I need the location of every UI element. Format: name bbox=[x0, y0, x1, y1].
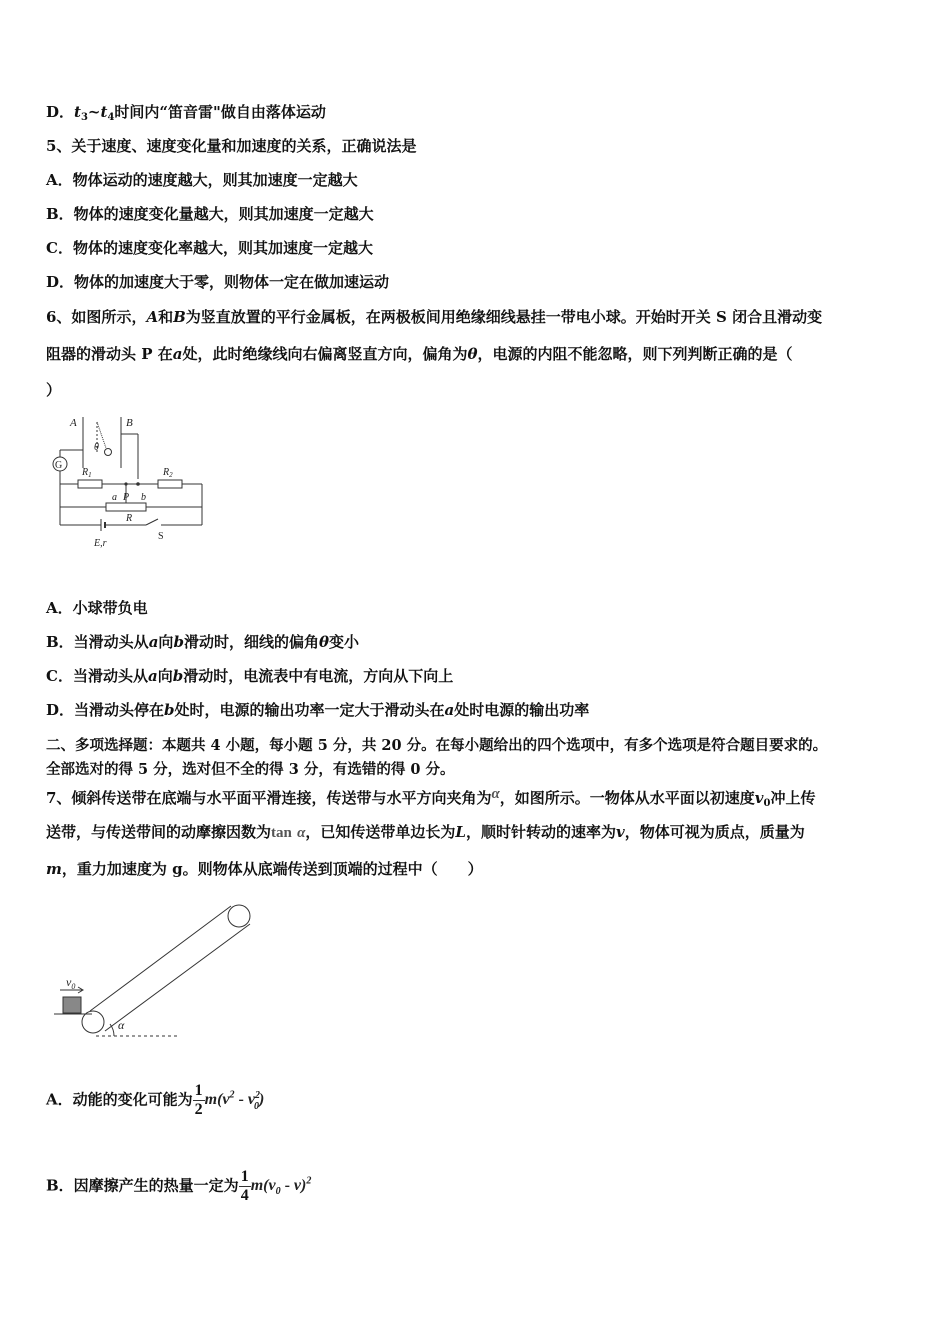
q4-option-d: D．$t_3\sim t_4$时间内“笛音雷"做自由落体运动 bbox=[46, 103, 326, 123]
q6-option-a: A．小球带负电 bbox=[46, 599, 148, 617]
q6-option-d: D．当滑动头停在b处时，电源的输出功率一定大于滑动头在a处时电源的输出功率 bbox=[46, 701, 590, 719]
q7-stem-line1: 7、倾斜传送带在底端与水平面平滑连接，传送带与水平方向夹角为α，如图所示。一物体从水平面以初速度$v_0$冲上传 bbox=[46, 786, 816, 809]
q7-stem-line3: m，重力加速度为 g。则物体从底端传送到顶端的过程中（ ） bbox=[46, 860, 483, 878]
fig-label-alpha: α bbox=[118, 1018, 125, 1032]
fig-label-b-slider: b bbox=[141, 492, 146, 503]
fig-label-a-plate: A bbox=[70, 417, 77, 429]
q7-stem-line2: 送带，与传送带间的动摩擦因数为tan α，已知传送带单边长为L，顺时针转动的速率为v，物体可视为质点，质量为 bbox=[46, 823, 805, 841]
q5-stem: 5、关于速度、速度变化量和加速度的关系，正确说法是 bbox=[46, 137, 417, 155]
fig-label-b-plate: B bbox=[126, 417, 133, 429]
fig-label-p: P bbox=[123, 492, 130, 503]
q5-option-b: B．物体的速度变化量越大，则其加速度一定越大 bbox=[46, 205, 374, 223]
fig-label-er: E,r bbox=[94, 538, 107, 549]
fig-label-v0: $v_0$ bbox=[66, 975, 76, 991]
fig-label-r1: $R_1$ bbox=[82, 467, 92, 479]
fig-label-r: R bbox=[126, 513, 133, 524]
fraction-one-quarter: $\frac{1}{4}$ bbox=[240, 1167, 249, 1204]
q6-stem-close: ） bbox=[46, 381, 62, 399]
fig-label-g: G bbox=[55, 460, 63, 471]
q6-circuit-figure bbox=[46, 412, 216, 552]
fig-label-s: S bbox=[158, 531, 164, 542]
q5-option-a: A．物体运动的速度越大，则其加速度一定越大 bbox=[46, 171, 358, 189]
q7-option-b: B．因摩擦产生的热量一定为 $\frac{1}{4}$ $m(v_0 - v)^2$ bbox=[46, 1167, 312, 1204]
q6-option-c: C．当滑动头从a向b滑动时，电流表中有电流，方向从下向上 bbox=[46, 667, 454, 685]
q7-conveyor-figure bbox=[52, 898, 262, 1048]
fig-label-r2: $R_2$ bbox=[163, 467, 173, 479]
q6-stem-line2: 阻器的滑动头 P 在a处，此时绝缘线向右偏离竖直方向，偏角为θ，电源的内阻不能忽略，则下列判断正确的是（ bbox=[46, 345, 793, 363]
q6-stem-line1: 6、如图所示，A和B为竖直放置的平行金属板，在两极板间用绝缘细线悬挂一带电小球。开始时开关 S 闭合且滑动变 bbox=[46, 308, 823, 326]
section2-line2: 全部选对的得 5 分，选对但不全的得 3 分，有选错的得 0 分。 bbox=[46, 761, 455, 778]
q5-option-c: C．物体的速度变化率越大，则其加速度一定越大 bbox=[46, 239, 373, 257]
q5-option-d: D．物体的加速度大于零，则物体一定在做加速运动 bbox=[46, 273, 390, 291]
q6-option-b: B．当滑动头从a向b滑动时，细线的偏角θ变小 bbox=[46, 633, 359, 651]
fig-label-theta: θ bbox=[94, 442, 99, 453]
q7-option-a: A．动能的变化可能为 $\frac{1}{2}$ $m(v^2 - v^2_0)$ bbox=[46, 1081, 265, 1118]
section2-line1: 二、多项选择题：本题共 4 小题，每小题 5 分，共 20 分。在每小题给出的四个选项中，有多个选项是符合题目要求的。 bbox=[46, 737, 828, 754]
fig-label-a-slider: a bbox=[112, 492, 117, 503]
fraction-one-half: $\frac{1}{2}$ bbox=[194, 1081, 203, 1118]
